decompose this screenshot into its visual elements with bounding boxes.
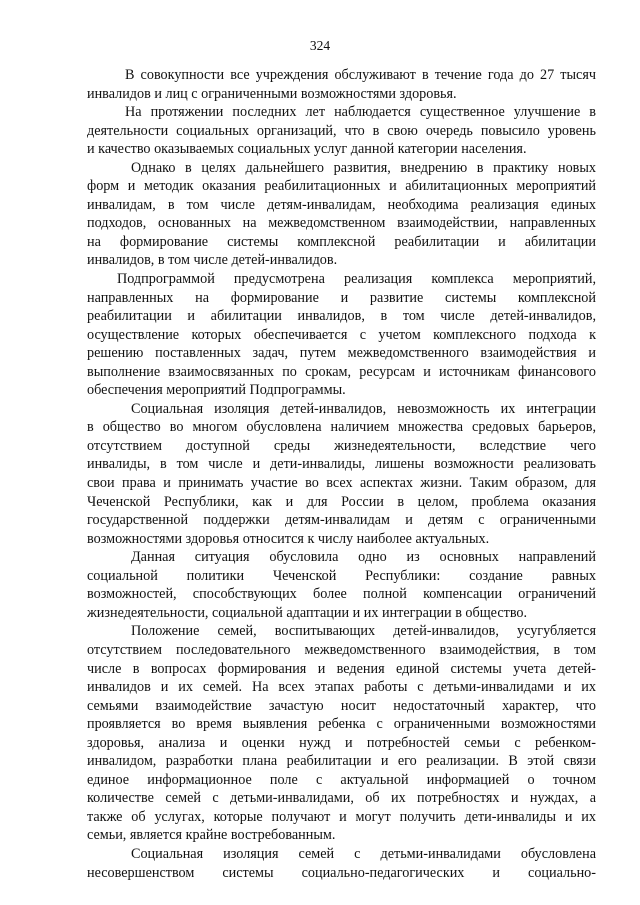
- text-line: инвалидов и их семей. На всех этапах работы с детьми-инвалидами и их: [87, 679, 596, 696]
- paragraph: [87, 622, 596, 845]
- text-line: инвалидам, в том числе детям-инвалидам, необходима реализация единых: [87, 196, 596, 213]
- text-line: несовершенством системы социально-педагогических и социально-: [87, 864, 596, 881]
- text-line: на формирование системы комплексной реабилитации и абилитации: [87, 233, 596, 250]
- text-line: инвалидом, разработки плана реабилитации и его реализации. В этой связи: [87, 753, 596, 770]
- text-line: выполнение взаимосвязанных по срокам, ресурсам и источникам финансового: [87, 363, 596, 380]
- text-line: и качество оказываемых социальных услуг данной категории населения.: [87, 141, 527, 158]
- text-line: единое информационное поле с актуальной информацией о точном: [87, 771, 596, 788]
- text-line: обеспечения мероприятий Подпрограммы.: [87, 382, 346, 399]
- text-line: подходов, основанных на межведомственном взаимодействии, направленных: [87, 215, 596, 232]
- text-line: форм и методик оказания реабилитационных и абилитационных мероприятий: [87, 178, 596, 195]
- text-line: отсутствием последовательного межведомственного взаимодействия, в том: [87, 641, 596, 658]
- text-line: свои права и принимать участие во всех аспектах жизни. Таким образом, для: [87, 475, 596, 492]
- text-line: возможностями здоровья относится к числу наиболее актуальных.: [87, 530, 490, 547]
- text-line: семьи, является крайне востребованным.: [87, 827, 336, 844]
- text-line: возможностей, способствующих более полной компенсации ограничений: [87, 586, 596, 603]
- page-number: 324: [309, 38, 331, 53]
- text-line: здоровья, анализа и оценки нужд и потребностей семьи с ребенком-: [87, 734, 596, 751]
- paragraph: [87, 159, 596, 270]
- paragraph: [87, 270, 596, 400]
- text-line: инвалидов и лиц с ограниченными возможностями здоровья.: [87, 85, 457, 102]
- text-line: решению поставленных задач, путем межведомственного взаимодействия и: [87, 345, 596, 362]
- paragraph: [87, 400, 596, 548]
- text-line: Подпрограммой предусмотрена реализация комплекса мероприятий,: [117, 271, 596, 288]
- text-line: отсутствием доступной среды жизнедеятельности, вследствие чего: [87, 437, 596, 454]
- body-text: [87, 66, 596, 882]
- text-line: также об услугах, которые получают и могут получить дети-инвалиды и их: [87, 808, 596, 825]
- text-line: Данная ситуация обусловила одно из основных направлений: [131, 549, 596, 566]
- text-line: социальной политики Чеченской Республики: создание равных: [87, 567, 596, 584]
- text-line: На протяжении последних лет наблюдается существенное улучшение в: [125, 104, 596, 121]
- text-line: инвалидов, в том числе детей-инвалидов.: [87, 252, 338, 269]
- text-line: инвалиды, в том числе и дети-инвалиды, лишены возможности реализовать: [87, 456, 596, 473]
- text-line: Социальная изоляция детей-инвалидов, невозможность их интеграции: [131, 400, 596, 417]
- paragraph: [87, 66, 596, 103]
- paragraph: [87, 103, 596, 159]
- text-line: в общество во многом обусловлена наличием множества средовых барьеров,: [87, 419, 596, 436]
- text-line: проявляется во время выявления ребенка с ограниченными возможностями: [87, 716, 596, 733]
- text-line: количестве семей с детьми-инвалидами, об их потребностях и нуждах, а: [87, 790, 596, 807]
- text-line: государственной поддержки детям-инвалидам и детям с ограниченными: [87, 512, 596, 529]
- paragraph: [87, 548, 596, 622]
- text-line: осуществление которых обеспечивается с учетом комплексного подхода к: [87, 326, 596, 343]
- paragraph: [87, 845, 596, 882]
- text-line: Чеченской Республики, как и для России в целом, проблема оказания: [87, 493, 596, 510]
- text-line: семьями взаимодействие зачастую носит недостаточный характер, что: [87, 697, 596, 714]
- text-line: жизнедеятельности, социальной адаптации и их интеграции в общество.: [87, 604, 528, 621]
- text-line: Однако в целях дальнейшего развития, внедрению в практику новых: [131, 159, 596, 176]
- text-line: реабилитации и абилитации инвалидов, в том числе детей-инвалидов,: [87, 308, 596, 325]
- text-line: В совокупности все учреждения обслуживают в течение года до 27 тысяч: [125, 67, 596, 83]
- text-line: Социальная изоляция семей с детьми-инвалидами обусловлена: [131, 845, 596, 862]
- text-line: числе в вопросах формирования и ведения единой системы учета детей-: [87, 660, 596, 677]
- text-line: деятельности социальных организаций, что в свою очередь повысило уровень: [87, 122, 596, 139]
- text-line: направленных на формирование и развитие системы комплексной: [87, 289, 596, 306]
- text-line: Положение семей, воспитывающих детей-инвалидов, усугубляется: [131, 623, 596, 640]
